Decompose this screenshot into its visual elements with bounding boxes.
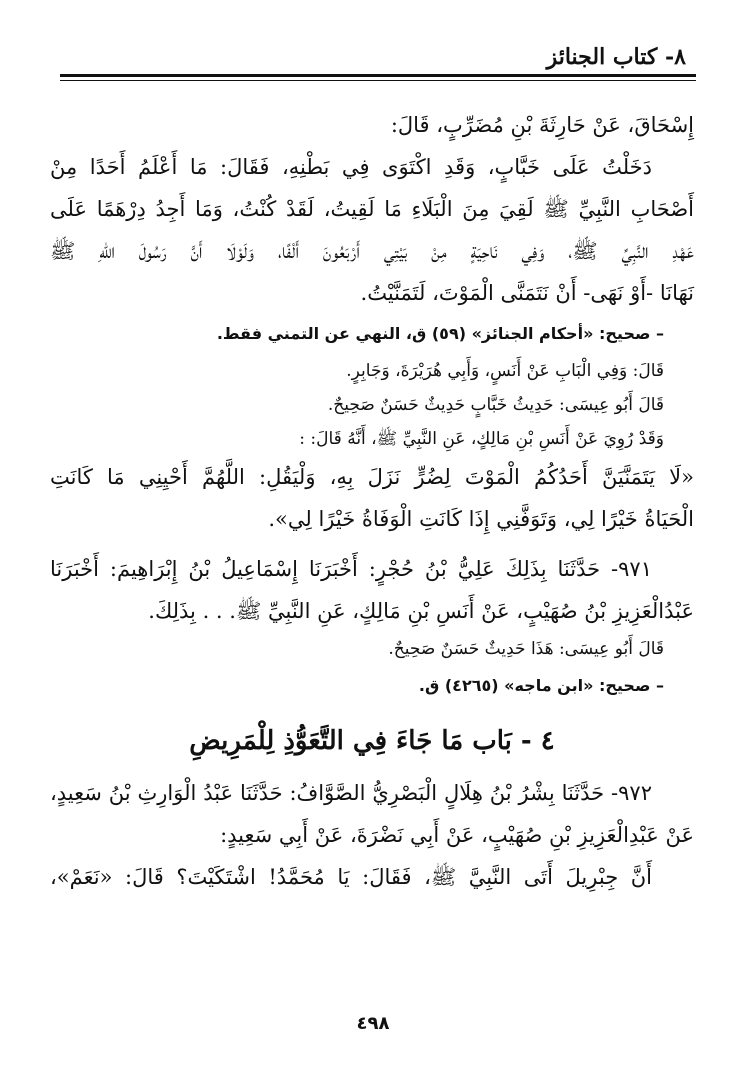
text-line-small: قَالَ: وَفِي الْبَابِ عَنْ أَنَسٍ، وَأَبِي هُرَيْرَةَ، وَجَابِرٍ. xyxy=(346,361,664,381)
text-line: نَهَانَا -أَوْ نَهَى- أَنْ نَتَمَنَّى الْمَوْتَ، لَتَمَنَّيْتُ. xyxy=(360,281,694,305)
grading-note: – صحيح: «ابن ماجه» (٤٢٦٥) ق. xyxy=(418,676,664,695)
running-header-title: ٨- كتاب الجنائز xyxy=(546,44,686,70)
text-line: أَنَّ جِبْرِيلَ أَتَى النَّبِيَّ ﷺ، فَقَالَ: يَا مُحَمَّدُ! اشْتَكَيْتَ؟ قَالَ: «نَعَمْ»، xyxy=(50,865,652,889)
text-line-small: وَقَدْ رُوِيَ عَنْ أَنَسِ بْنِ مَالِكٍ، عَنِ النَّبِيِّ ﷺ، أَنَّهُ قَالَ: : xyxy=(299,429,664,449)
hadith-972-line: ٩٧٢- حَدَّثَنَا بِشْرُ بْنُ هِلَالٍ الْبَصْرِيُّ الصَّوَّافُ: حَدَّثَنَا عَبْدُ الْوَارِثِ بْنُ سَعِيدٍ، xyxy=(50,781,652,805)
chapter-heading: ٤ - بَاب مَا جَاءَ فِي التَّعَوُّذِ لِلْمَرِيضِ xyxy=(189,726,555,756)
grading-note: – صحيح: «أحكام الجنائز» (٥٩) ق، النهي عن التمني فقط. xyxy=(216,324,664,343)
hadith-971-line: ٩٧١- حَدَّثَنَا بِذَلِكَ عَلِيُّ بْنُ حُجْرٍ: أَخْبَرَنَا إِسْمَاعِيلُ بْنُ إِبْرَاهِيمَ: أَخْبَرَنَا xyxy=(50,557,652,581)
text-line-small: قَالَ أَبُو عِيسَى: هَذَا حَدِيثٌ حَسَنٌ صَحِيحٌ. xyxy=(388,639,664,659)
page-number: ٤٩٨ xyxy=(356,1013,390,1034)
text-line: «لَا يَتَمَنَّيَنَّ أَحَدُكُمُ الْمَوْتَ لِضُرٍّ نَزَلَ بِهِ، وَلْيَقُلِ: اللَّهُمَّ أَحْيِنِي مَا كَانَتِ xyxy=(50,465,694,489)
text-line: أَصْحَابِ النَّبِيِّ ﷺ لَقِيَ مِنَ الْبَلَاءِ مَا لَقِيتُ، لَقَدْ كُنْتُ، وَمَا أَجِدُ دِرْهَمًا عَلَى xyxy=(50,197,694,221)
page-content xyxy=(50,104,694,898)
text-line: عَبْدُالْعَزِيزِ بْنُ صُهَيْبٍ، عَنْ أَنَسِ بْنِ مَالِكٍ، عَنِ النَّبِيِّ ﷺ. . . بِذَلِكَ. xyxy=(148,599,694,623)
text-line: الْحَيَاةُ خَيْرًا لِي، وَتَوَفَّنِي إِذَا كَانَتِ الْوَفَاةُ خَيْرًا لِي». xyxy=(268,507,694,531)
text-line: عَنْ عَبْدِالْعَزِيزِ بْنِ صُهَيْبٍ، عَنْ أَبِي نَضْرَةَ، عَنْ أَبِي سَعِيدٍ: xyxy=(220,823,694,847)
text-line: عَهْدِ النَّبِيِّ ﷺ، وَفِي نَاحِيَةٍ مِنْ بَيْتِي أَرْبَعُونَ أَلْفًا، وَلَوْلَا أَنَّ رَسُولَ اللهِ ﷺ xyxy=(50,239,694,263)
text-line: دَخَلْتُ عَلَى خَبَّابٍ، وَقَدِ اكْتَوَى فِي بَطْنِهِ، فَقَالَ: مَا أَعْلَمُ أَحَدًا مِنْ xyxy=(50,155,652,179)
header-rule xyxy=(60,74,696,77)
header-rule-thin xyxy=(60,80,696,81)
text-line: إِسْحَاقَ، عَنْ حَارِثَةَ بْنِ مُضَرِّبٍ، قَالَ: xyxy=(390,113,694,137)
text-line-small: قَالَ أَبُو عِيسَى: حَدِيثُ خَبَّابٍ حَدِيثٌ حَسَنٌ صَحِيحٌ. xyxy=(327,395,664,415)
